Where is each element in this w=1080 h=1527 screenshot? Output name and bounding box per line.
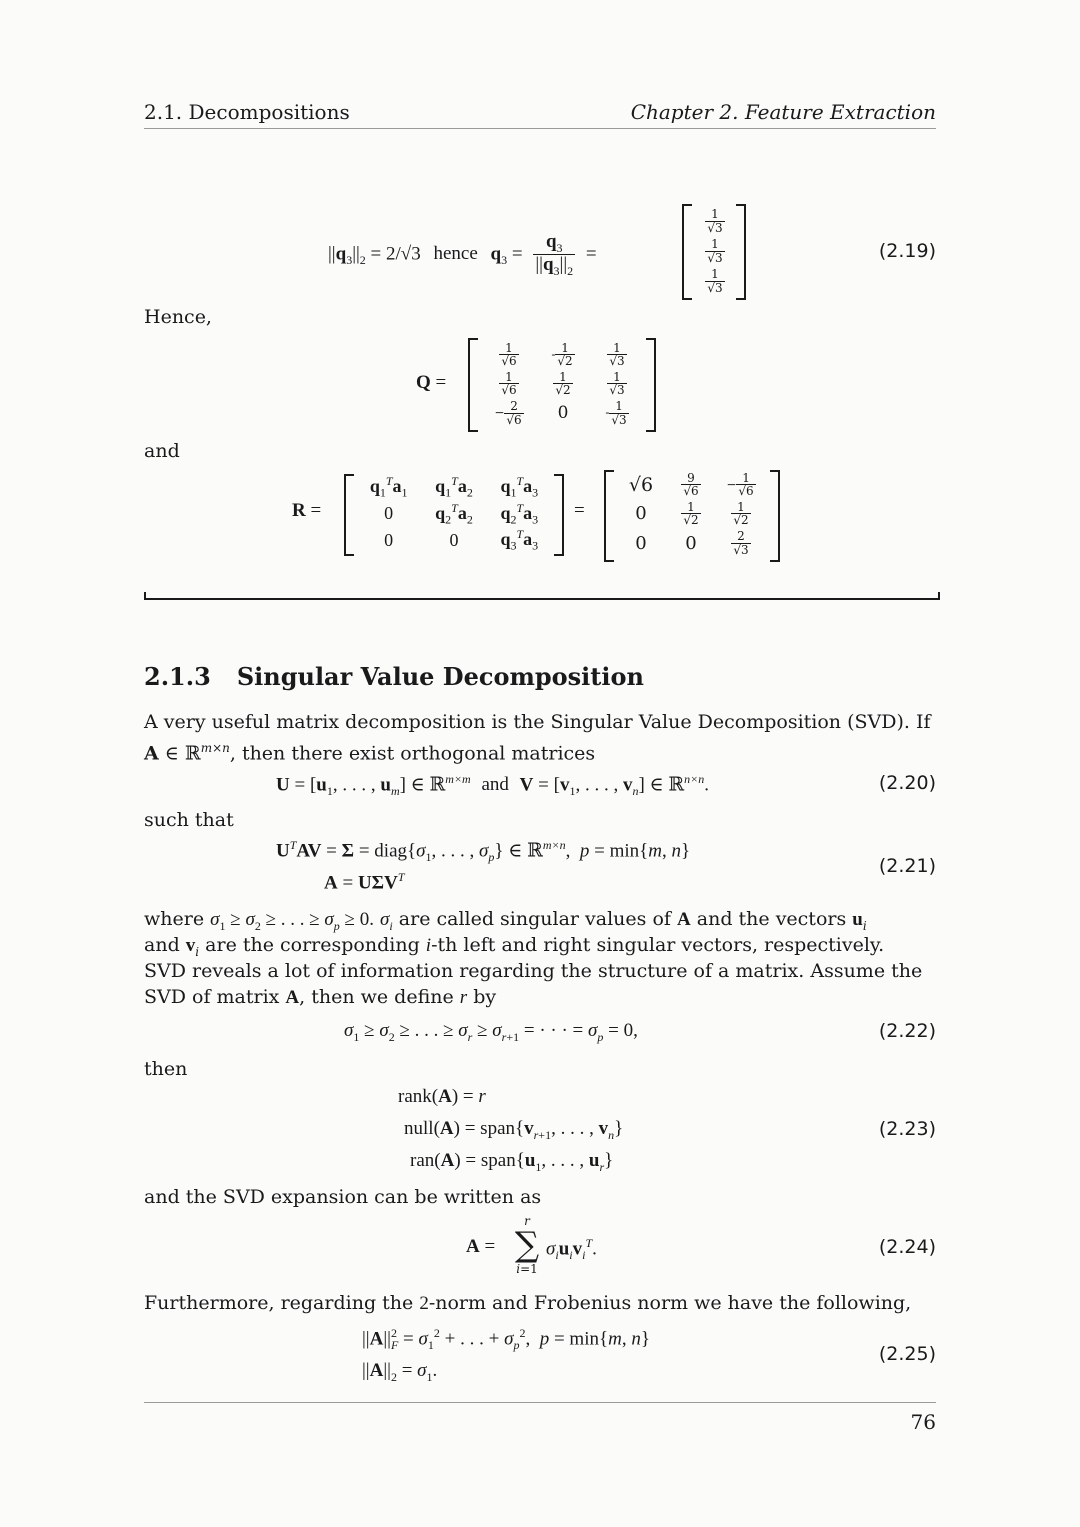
section-number: 2.1.3 — [144, 662, 211, 691]
equation-2-22: $\sigma_1 \ge \sigma_2$ ≥ . . . ≥ $\sigma_r \ge \sigma_{r+1}$ = · · · = $\sigma_p = 0$, — [344, 1020, 638, 1044]
expansion-text: and the SVD expansion can be written as — [144, 1186, 542, 1208]
R-num-bracket-right — [770, 470, 780, 562]
equation-number-2-22: (2.22) — [878, 1020, 936, 1042]
header-rule — [144, 128, 936, 129]
equation-2-20: $U = [u_1$, . . . , $u_m$] ∈ ℝ$^{m\times m}$ and $V = [v_1$, . . . , $v_n$] ∈ ℝ$^{n\times n}$. — [276, 772, 709, 799]
R-label: R = — [292, 500, 322, 521]
Q-label: Q = — [416, 372, 447, 393]
equation-number-2-25: (2.25) — [878, 1343, 936, 1365]
equation-2-25-line2: $||A||_2 = \sigma_1$. — [362, 1360, 438, 1384]
Q-bracket-left — [468, 338, 478, 432]
equation-number-2-19: (2.19) — [878, 240, 936, 262]
R-bracket-right — [554, 474, 564, 556]
q3-vector: $\frac{1}{√3}$ $\frac{1}{√3}$ $\frac{1}{√3}$ — [707, 206, 723, 295]
svd-reveals-line-1: SVD reveals a lot of information regarding the structure of a matrix. Assume the — [144, 960, 923, 982]
such-that-text: such that — [144, 809, 234, 831]
equation-2-24-lhs: A = — [466, 1236, 496, 1257]
furthermore-text: Furthermore, regarding the 2-norm and Frobenius norm we have the following, — [144, 1292, 912, 1314]
R-equals: = — [574, 500, 585, 521]
equation-2-21-line2: $A = U\Sigma V^T$ — [324, 870, 405, 894]
q3-bracket-left — [682, 204, 692, 300]
equation-number-2-20: (2.20) — [878, 772, 936, 794]
Q-bracket-right — [646, 338, 656, 432]
R-symbolic-matrix: $q_1^Ta_1$ $q_1^Ta_2$ $q_1^Ta_3$ 0 $q_2^Ta_2$ $q_2^Ta_3$ 0 0 $q_3^Ta_3$ — [369, 474, 539, 553]
svd-reveals-line-2: SVD of matrix A, then we define r by — [144, 986, 497, 1008]
and-text: and — [144, 440, 180, 462]
equation-2-23-ran: $ran(A) = span\{u_1$, . . . , $u_r$} — [410, 1150, 614, 1174]
where-line-1: where $\sigma_1 \ge \sigma_2$ ≥ . . . ≥ $\sigma_p \ge 0$. $\sigma_i$ are called singular values of A and the vectors $u_i$ — [144, 908, 867, 933]
equation-2-19: $||q_3||_2 = 2/√3$ hence $q_3$ = $\frac{q_3}{||q_3||_2}$ = — [328, 231, 597, 279]
q3-bracket-right — [736, 204, 746, 300]
summation: r ∑ i=1 — [514, 1214, 540, 1276]
R-bracket-left — [344, 474, 354, 556]
intro-line-2: A ∈ ℝ$^{m\times n}$, then there exist orthogonal matrices — [144, 741, 596, 765]
hence-text: Hence, — [144, 306, 212, 328]
running-header-section: 2.1. Decompositions — [144, 100, 350, 124]
where-line-2: and $v_i$ are the corresponding i-th left and right singular vectors, respectively. — [144, 934, 885, 959]
section-heading — [144, 662, 644, 691]
footer-rule — [144, 1402, 936, 1403]
equation-2-25-line1: $||A||^2_F = \sigma_1^2$ + . . . + $\sigma_p^2$, p = min{m, n} — [362, 1326, 650, 1353]
equation-2-23-rank: rank(A) = r — [398, 1086, 486, 1107]
section-title: Singular Value Decomposition — [236, 662, 644, 691]
running-header-chapter: Chapter 2. Feature Extraction — [630, 100, 936, 124]
then-text: then — [144, 1058, 188, 1080]
equation-2-21-line1: $U^TAV = \Sigma$ = $diag\{\sigma_1$, . . . , $\sigma_p$} ∈ ℝ$^{m\times n}$, p = min{m, n} — [276, 838, 691, 865]
equation-number-2-21: (2.21) — [878, 855, 936, 877]
equation-2-23-null: null(A) = $span\{v_{r+1}$, . . . , $v_n$} — [404, 1118, 624, 1142]
equation-2-24-rhs: $\sigma_iu_iv_i^T$. — [546, 1236, 597, 1263]
equation-number-2-23: (2.23) — [878, 1118, 936, 1140]
hence-inline: hence — [433, 243, 478, 265]
page-number: 76 — [910, 1410, 936, 1434]
R-num-bracket-left — [604, 470, 614, 562]
equation-number-2-24: (2.24) — [878, 1236, 936, 1258]
intro-line-1: A very useful matrix decomposition is the Singular Value Decomposition (SVD). If — [144, 711, 931, 733]
example-end-bar — [144, 592, 940, 600]
Q-matrix: $\frac{1}{√6}$ - $\frac{1}{√2}$ $\frac{1}{√3}$ $\frac{1}{√6}$ $\frac{1}{√2}$ $\frac{1}{√3}$ − $\frac{2}{√6}$ 0 - $\frac{1}{√3}$ — [494, 340, 627, 427]
R-numeric-matrix: √6 $\frac{9}{√6}$ − $\frac{1}{√6}$ 0 $\frac{1}{√2}$ $\frac{1}{√2}$ 0 0 $\frac{2}{√3}$ — [628, 470, 754, 557]
